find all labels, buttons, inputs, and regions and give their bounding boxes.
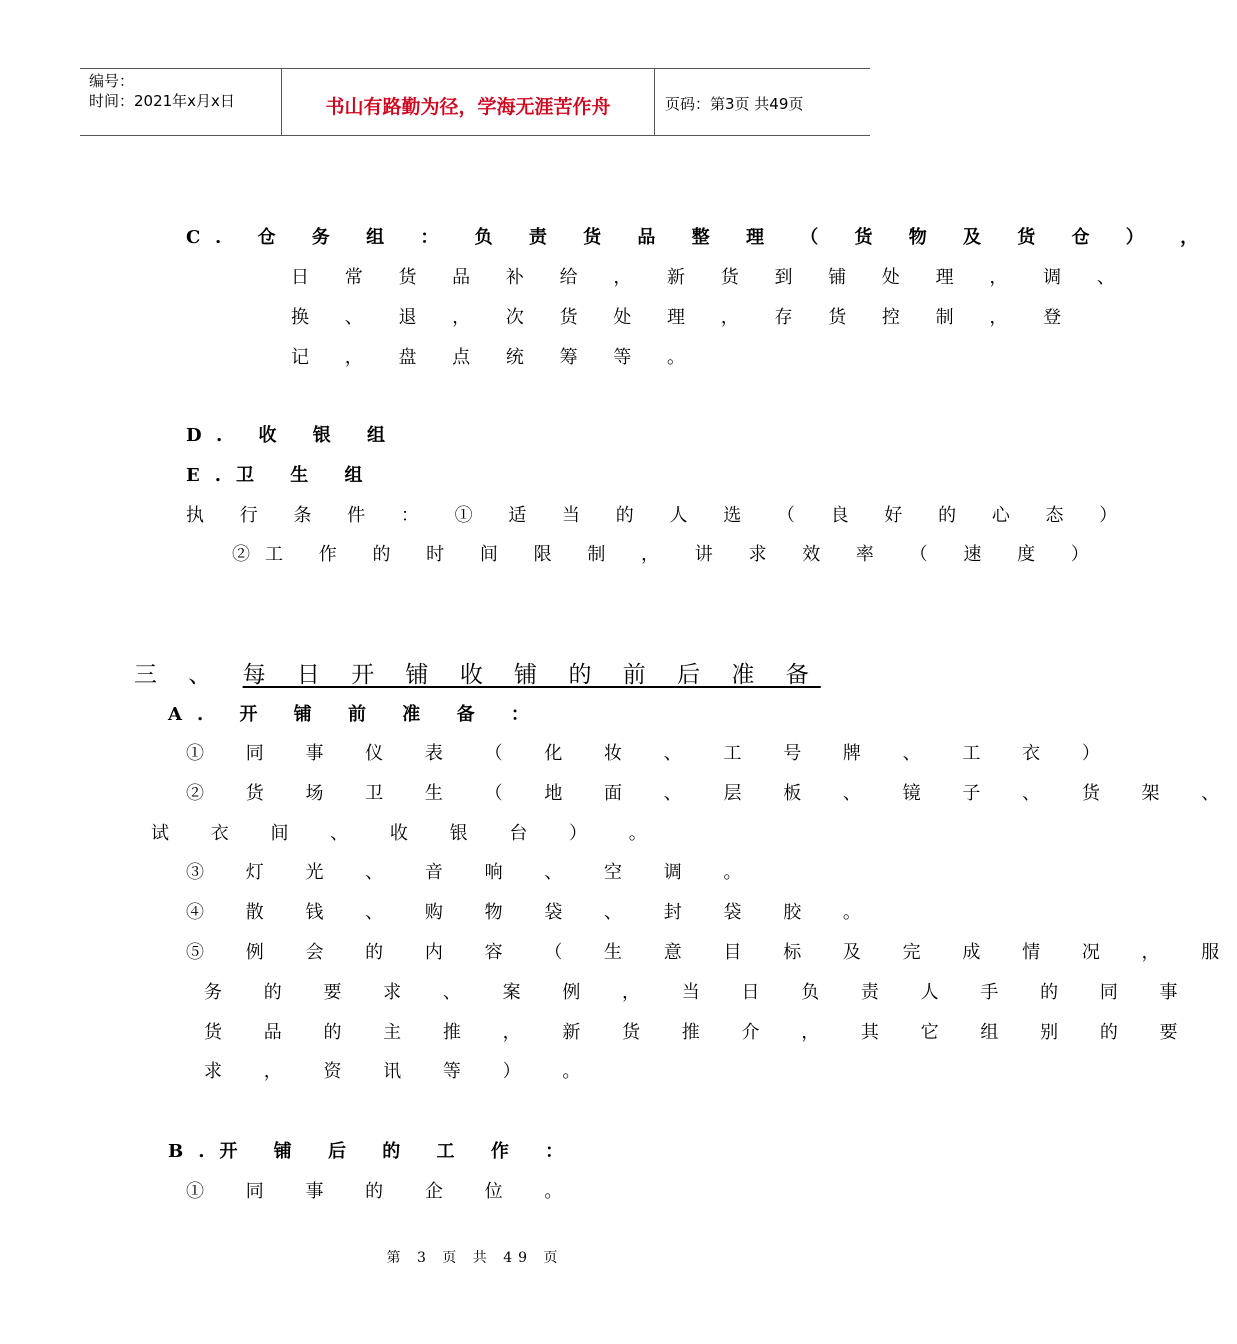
before-open-item-5-cont-3: 求 ， 资 讯 等 ） 。 — [204, 1061, 599, 1082]
before-open-title: A. 开 铺 前 准 备 ： — [168, 704, 544, 725]
section-3-number: 三 、 — [134, 662, 224, 688]
section-e-title: E.卫 生 组 — [186, 465, 378, 486]
section-c-line-2: 日 常 货 品 补 给 ， 新 货 到 铺 处 理 ， 调 、 — [291, 267, 1130, 288]
conditions-line-1: 执 行 条 件 ： ① 适 当 的 人 选 （ 良 好 的 心 态 ） — [186, 505, 1133, 526]
before-open-item-1: ① 同 事 仪 表 （ 化 妆 、 工 号 牌 、 工 衣 ） — [186, 743, 1118, 764]
page-footer — [0, 1247, 950, 1267]
document-number: 编号： — [89, 72, 135, 90]
before-open-item-5: ⑤ 例 会 的 内 容 （ 生 意 目 标 及 完 成 情 况 ， 服 — [186, 942, 1237, 963]
footer-page-number: 第 3 页 共 49 页 — [386, 1250, 564, 1266]
page-header — [80, 68, 870, 136]
section-c-line-4: 记 ， 盘 点 统 筹 等 。 — [291, 347, 701, 368]
before-open-item-5-cont-1: 务 的 要 求 、 案 例 ， 当 日 负 责 人 手 的 同 事 — [204, 982, 1196, 1003]
section-c-line-3: 换 、 退 ， 次 货 处 理 ， 存 货 控 制 ， 登 — [291, 307, 1077, 328]
after-open-title: B.开 铺 后 的 工 作 ： — [168, 1141, 579, 1162]
section-c-line-1: C. 仓 务 组 ： 负 责 货 品 整 理 （ 货 物 及 货 仓 ） ， — [186, 227, 1214, 248]
section-3-title: 每 日 开 铺 收 铺 的 前 后 准 备 — [242, 662, 821, 688]
before-open-item-4: ④ 散 钱 、 购 物 袋 、 封 袋 胶 。 — [186, 902, 879, 923]
header-meta — [80, 69, 282, 135]
header-page-info: 页码：第3页 共49页 — [665, 94, 804, 113]
header-motto: 书山有路勤为径，学海无涯苦作舟 — [282, 69, 655, 135]
after-open-item-1: ① 同 事 的 企 位 。 — [186, 1181, 581, 1202]
before-open-item-5-cont-2: 货 品 的 主 推 ， 新 货 推 介 ， 其 它 组 别 的 要 — [204, 1022, 1196, 1043]
before-open-item-2-cont: 试 衣 间 、 收 银 台 ） 。 — [151, 823, 665, 844]
before-open-item-3: ③ 灯 光 、 音 响 、 空 调 。 — [186, 862, 760, 883]
section-3-heading — [134, 660, 821, 690]
conditions-line-2: ②工 作 的 时 间 限 制 ， 讲 求 效 率 （ 速 度 ） — [232, 544, 1104, 565]
document-date: 时间：2021年x月x日 — [89, 92, 235, 110]
section-d-title: D. 收 银 组 — [186, 425, 401, 446]
before-open-item-2: ② 货 场 卫 生 （ 地 面 、 层 板 、 镜 子 、 货 架 、 — [186, 783, 1237, 804]
